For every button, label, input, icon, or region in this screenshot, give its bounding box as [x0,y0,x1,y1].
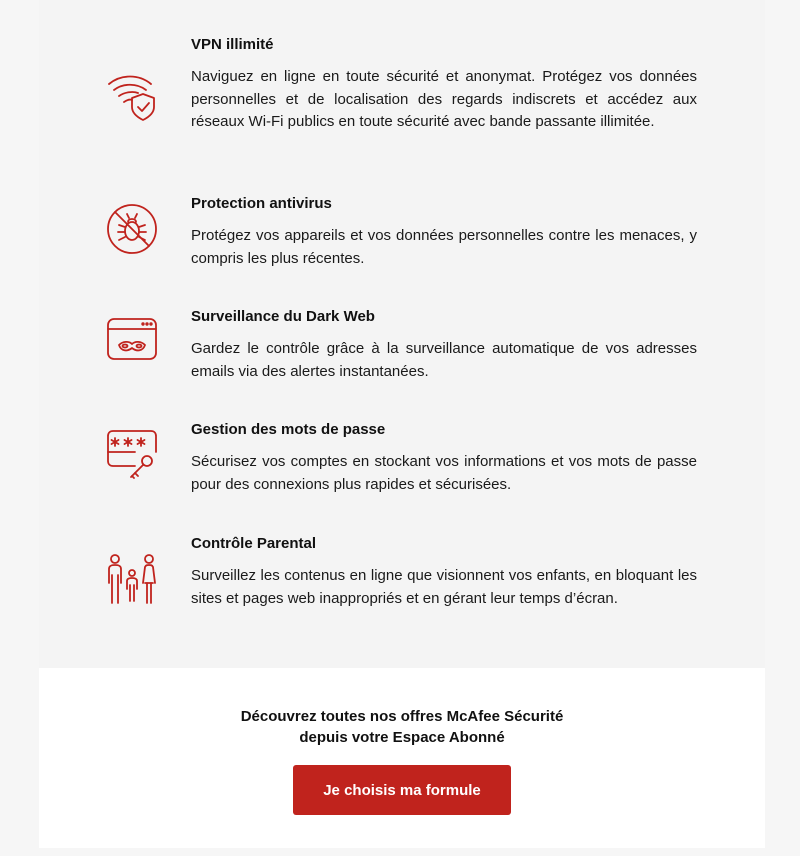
cta-line-1: Découvrez toutes nos offres McAfee Sécurité [240,708,564,725]
feature-title: Contrôle Parental [191,535,317,552]
cta-text [39,706,765,748]
feature-description: Surveillez les contenus en ligne que visionnent vos enfants, en bloquant les sites et pages web inappropriés et en gérant leur temps d’écran. [191,567,697,607]
cta-line-2: depuis votre Espace Abonné [299,729,505,746]
browser-mask-icon [105,313,159,367]
password-key-icon [105,426,159,480]
feature-description: Protégez vos appareils et vos données personnelles contre les menaces, y compris les plus récentes. [191,227,697,267]
feature-title: VPN illimité [191,36,274,53]
feature-description: Sécurisez vos comptes en stockant vos informations et vos mots de passe pour des connexions plus rapides et sécurisées. [191,453,697,493]
feature-title: Gestion des mots de passe [191,421,386,438]
wifi-shield-icon [105,70,159,124]
no-bug-icon [105,202,159,256]
features-panel [39,0,765,668]
feature-title: Surveillance du Dark Web [191,308,375,325]
feature-title: Protection antivirus [191,195,332,212]
family-icon [105,553,159,607]
feature-description: Gardez le contrôle grâce à la surveillance automatique de vos adresses emails via des alertes instantanées. [191,340,697,380]
choose-plan-button[interactable]: Je choisis ma formule [293,765,511,815]
feature-description: Naviguez en ligne en toute sécurité et anonymat. Protégez vos données personnelles et de localisation des regards indiscrets et accédez aux réseaux Wi-Fi publics en toute sécurité avec bande passante illimitée. [191,68,697,130]
email-card [39,0,765,848]
